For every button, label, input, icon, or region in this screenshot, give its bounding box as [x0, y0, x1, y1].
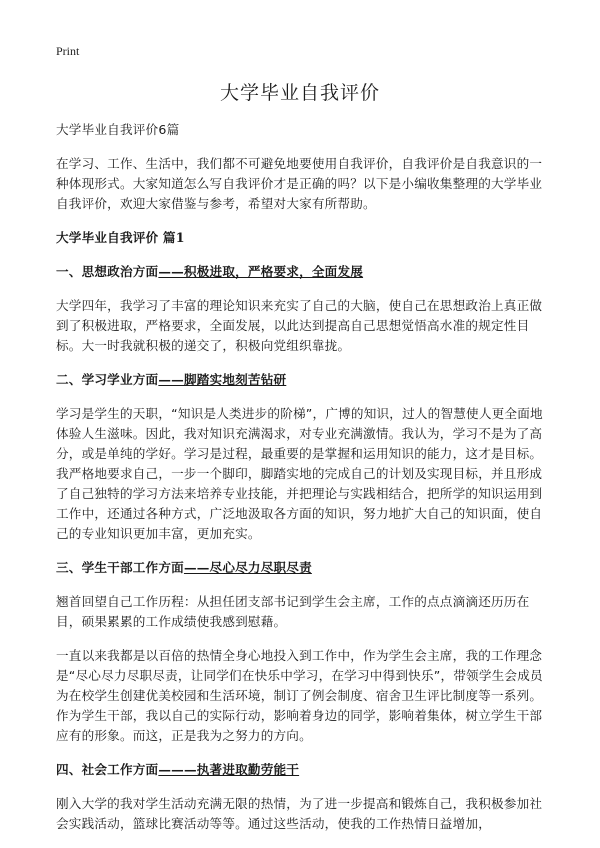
intro-paragraph: 在学习、工作、生活中，我们都不可避免地要使用自我评价，自我评价是自我意识的一种体现形式。大家知道怎么写自我评价才是正确的吗？以下是小编收集整理的大学毕业自我评价，欢迎大家借鉴与参考，希望对大家有所帮助。: [56, 156, 543, 211]
section-paragraph: 大学四年，我学习了丰富的理论知识来充实了自己的大脑，使自己在思想政治上真正做到了积极进取，严格要求，全面发展，以此达到提高自己思想觉悟高水准的规定性目标。大一时我就积极的递交了，积极向党组织靠拢。: [56, 298, 543, 353]
section-heading: [56, 760, 546, 780]
section-heading-main: 二、学习学业方面: [56, 372, 159, 387]
section-heading-main: 三、学生干部工作方面: [56, 560, 184, 575]
print-link[interactable]: Print: [56, 44, 80, 58]
section-heading-main: 四、社会工作方面: [56, 762, 159, 777]
section-paragraph: 刚入大学的我对学生活动充满无限的热情，为了进一步提高和锻炼自己，我积极参加社会实践活动，篮球比赛活动等等。通过这些活动，使我的工作热情日益增加，: [56, 796, 543, 831]
section-heading: [56, 558, 546, 578]
section-heading-sub: ——尽心尽力尽职尽责: [183, 560, 312, 575]
document-title: 大学毕业自我评价: [219, 82, 380, 104]
document-body: [56, 120, 546, 848]
section-heading-sub: ———执著进取勤劳能干: [158, 762, 300, 777]
section-paragraph: 翘首回望自己工作历程：从担任团支部书记到学生会主席，工作的点点滴滴还历历在目，硕果累累的工作成绩使我感到慰藉。: [56, 594, 530, 629]
section-paragraph: 学习是学生的天职，“知识是人类进步的阶梯”，广博的知识，过人的智慧使人更全面地体验人生滋味。因此，我对知识充满渴求，对专业充满激情。我认为，学习不是为了高分，或是单纯的学好。学习是过程，最重要的是掌握和运用知识的能力，这才是目标。我严格地要求自己，一步一个脚印，脚踏实地的完成自己的计划及实现目标，并且形成了自己独特的学习方法来培养专业技能，并把理论与实践相结合，把所学的知识运用到工作中，还通过各种方式，广泛地汲取各方面的知识，努力地扩大自己的知识面，使自己的专业知识更加丰富，更加充实。: [56, 406, 543, 541]
section-heading-sub: ——脚踏实地刻苦钻研: [158, 372, 287, 387]
document-subtitle: 大学毕业自我评价6篇: [56, 122, 180, 137]
section-paragraph: 一直以来我都是以百倍的热情全身心地投入到工作中，作为学生会主席，我的工作理念是“尽心尽力尽职尽责，让同学们在快乐中学习，在学习中得到快乐”，带领学生会成员为在校学生创建优美校园和生活环境，制订了例会制度、宿舍卫生评比制度等一系列。作为学生干部，我以自己的实际行动，影响着身边的同学，影响着集体，树立学生干部应有的形象。而这，正是我为之努力的方向。: [56, 648, 543, 743]
section-heading-main: 一、思想政治方面: [56, 264, 159, 279]
part-title: 大学毕业自我评价 篇1: [56, 230, 185, 245]
section-heading-sub: ——积极进取，严格要求，全面发展: [158, 264, 364, 279]
section-heading: [56, 262, 546, 282]
section-heading: [56, 370, 546, 390]
